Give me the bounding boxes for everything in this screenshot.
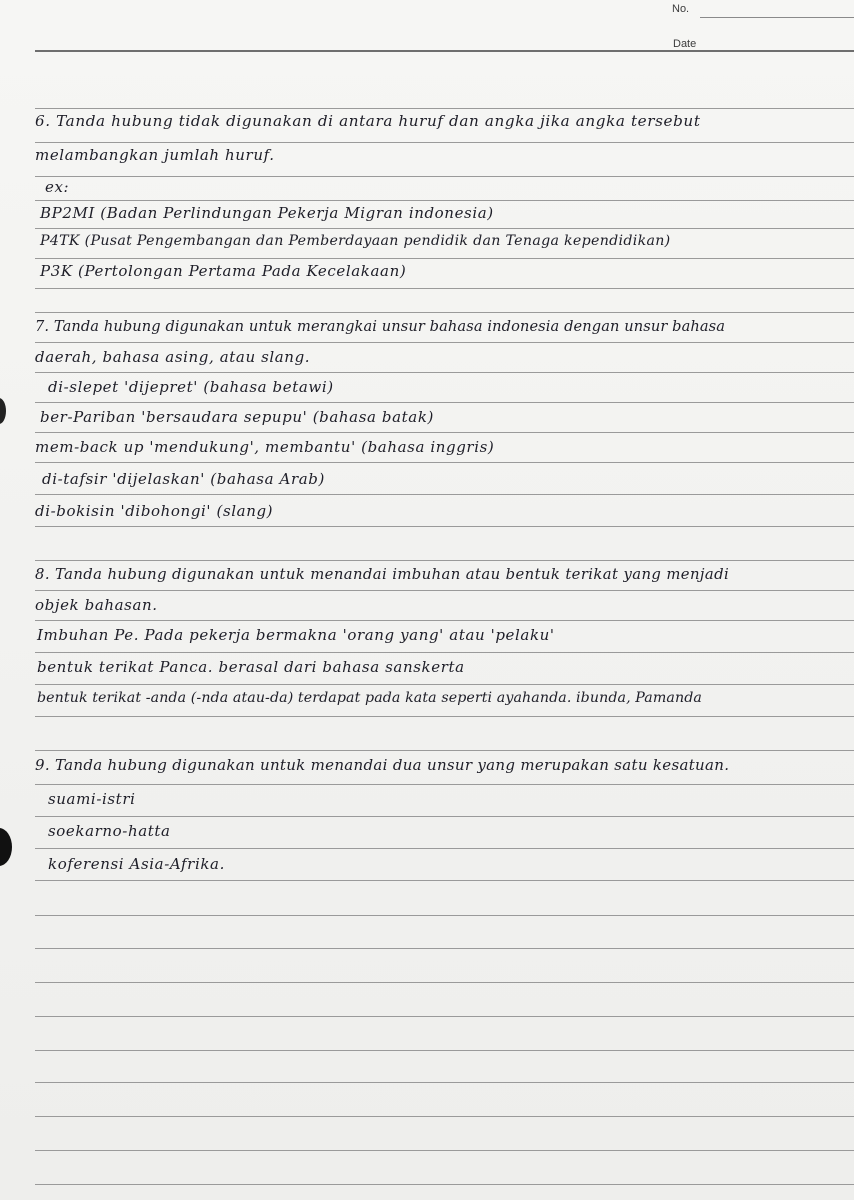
ruled-line	[35, 1150, 854, 1151]
ruled-line	[35, 432, 854, 433]
handwritten-line: bentuk terikat Panca. berasal dari bahasa sanskerta	[37, 658, 465, 676]
ruled-line	[35, 684, 854, 685]
handwritten-line: daerah, bahasa asing, atau slang.	[35, 348, 311, 366]
ruled-line	[35, 494, 854, 495]
ruled-line	[35, 342, 854, 343]
ruled-line	[35, 948, 854, 949]
ruled-line	[35, 1050, 854, 1051]
ruled-line	[35, 816, 854, 817]
ruled-line	[35, 402, 854, 403]
ruled-line	[35, 258, 854, 259]
handwritten-line: melambangkan jumlah huruf.	[35, 146, 275, 164]
handwritten-line: ber-Pariban 'bersaudara sepupu' (bahasa batak)	[40, 408, 434, 426]
handwritten-line: suami-istri	[48, 790, 136, 808]
ruled-line	[35, 372, 854, 373]
handwritten-line: 6. Tanda hubung tidak digunakan di antara huruf dan angka jika angka tersebut	[35, 112, 701, 130]
ruled-line	[35, 228, 854, 229]
ruled-line	[35, 784, 854, 785]
ruled-line	[35, 982, 854, 983]
ruled-line	[35, 848, 854, 849]
handwritten-line: bentuk terikat -anda (-nda atau-da) terdapat pada kata seperti ayahanda. ibunda, Pamanda	[37, 690, 702, 706]
handwritten-line: ex:	[45, 178, 70, 196]
binder-hole-icon	[0, 398, 6, 424]
ruled-line	[35, 560, 854, 561]
ruled-line	[35, 462, 854, 463]
ruled-line	[35, 1016, 854, 1017]
ruled-line	[35, 108, 854, 109]
no-line	[700, 17, 854, 18]
top-margin-rule	[35, 50, 854, 52]
ruled-line	[35, 1082, 854, 1083]
ruled-line	[35, 1184, 854, 1185]
handwritten-line: Imbuhan Pe. Pada pekerja bermakna 'orang yang' atau 'pelaku'	[37, 626, 555, 644]
handwritten-line: koferensi Asia-Afrika.	[48, 855, 225, 873]
handwritten-line: objek bahasan.	[35, 596, 158, 614]
handwritten-line: P4TK (Pusat Pengembangan dan Pemberdayaan pendidik dan Tenaga kependidikan)	[40, 233, 671, 249]
ruled-line	[35, 176, 854, 177]
handwritten-line: di-bokisin 'dibohongi' (slang)	[35, 502, 274, 520]
handwritten-line: mem-back up 'mendukung', membantu' (bahasa inggris)	[35, 438, 495, 456]
ruled-line	[35, 526, 854, 527]
handwritten-line: di-tafsir 'dijelaskan' (bahasa Arab)	[42, 470, 325, 488]
handwritten-line: 7. Tanda hubung digunakan untuk merangkai unsur bahasa indonesia dengan unsur bahasa	[35, 318, 726, 335]
handwritten-line: soekarno-hatta	[48, 822, 171, 840]
date-label: Date	[673, 38, 697, 50]
binder-hole-icon	[0, 828, 12, 866]
handwritten-line: 8. Tanda hubung digunakan untuk menandai imbuhan atau bentuk terikat yang menjadi	[35, 566, 730, 583]
ruled-line	[35, 312, 854, 313]
handwritten-line: 9. Tanda hubung digunakan untuk menandai dua unsur yang merupakan satu kesatuan.	[35, 756, 730, 774]
handwritten-line: BP2MI (Badan Perlindungan Pekerja Migran indonesia)	[40, 204, 494, 222]
ruled-line	[35, 590, 854, 591]
no-label: No.	[672, 3, 690, 15]
ruled-line	[35, 652, 854, 653]
ruled-line	[35, 750, 854, 751]
handwritten-line: P3K (Pertolongan Pertama Pada Kecelakaan)	[40, 262, 407, 280]
ruled-line	[35, 288, 854, 289]
handwritten-line: di-slepet 'dijepret' (bahasa betawi)	[48, 378, 334, 396]
ruled-line	[35, 142, 854, 143]
ruled-line	[35, 716, 854, 717]
ruled-line	[35, 1116, 854, 1117]
ruled-line	[35, 200, 854, 201]
ruled-line	[35, 620, 854, 621]
ruled-line	[35, 915, 854, 916]
ruled-line	[35, 880, 854, 881]
